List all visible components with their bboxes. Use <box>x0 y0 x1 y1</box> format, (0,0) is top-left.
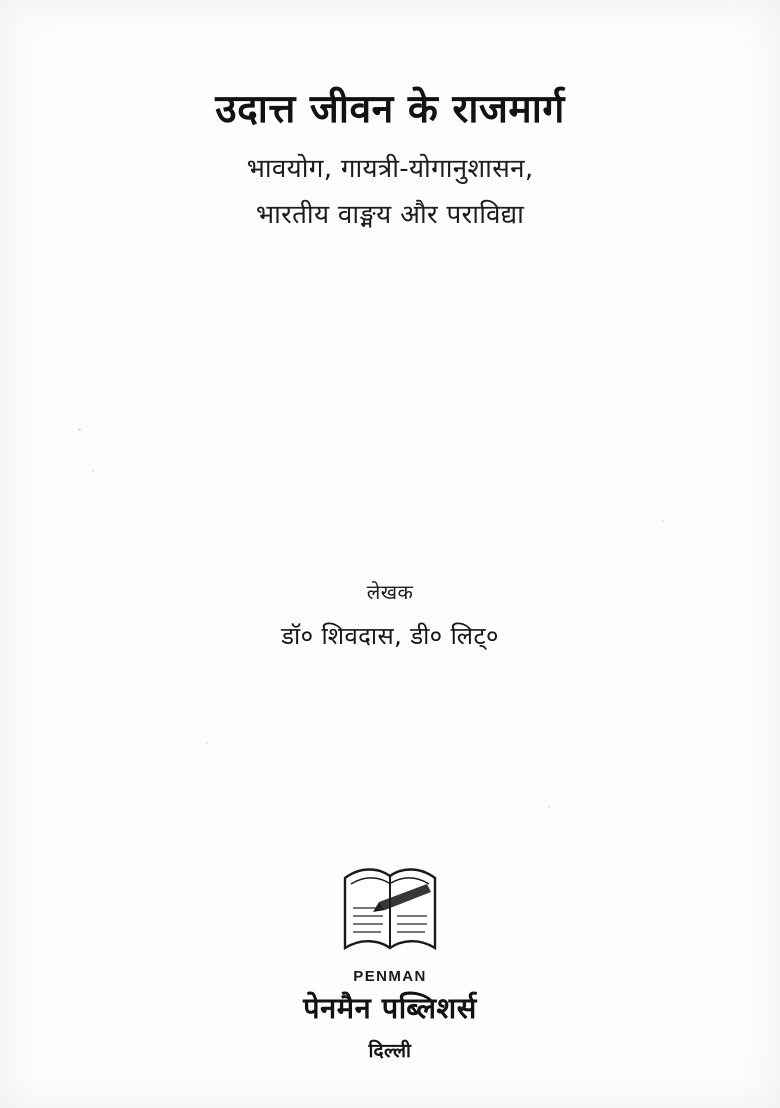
publisher-city: दिल्ली <box>368 1040 412 1062</box>
scan-speck <box>662 520 664 522</box>
publisher-logo-wordmark: PENMAN <box>353 968 427 985</box>
author-label: लेखक <box>366 580 414 604</box>
publisher-block <box>0 862 780 1063</box>
scan-speck <box>206 742 208 744</box>
author-name: डॉ० शिवदास, डी० लिट्० <box>281 622 499 650</box>
author-block <box>0 578 780 652</box>
scan-speck <box>78 428 81 431</box>
publisher-name: पेनमैन पब्लिशर्स <box>303 991 477 1025</box>
page-title: उदात्त जीवन के राजमार्ग <box>215 87 565 132</box>
open-book-emblem-icon <box>335 862 445 966</box>
subtitle-line-1: भावयोग, गायत्री-योगानुशासन, <box>246 153 534 184</box>
subtitle-line-2: भारतीय वाङ्मय और पराविद्या <box>255 200 525 231</box>
publisher-logo <box>335 862 445 985</box>
scan-speck <box>548 806 550 808</box>
title-block <box>0 86 780 235</box>
scan-speck <box>92 470 94 472</box>
